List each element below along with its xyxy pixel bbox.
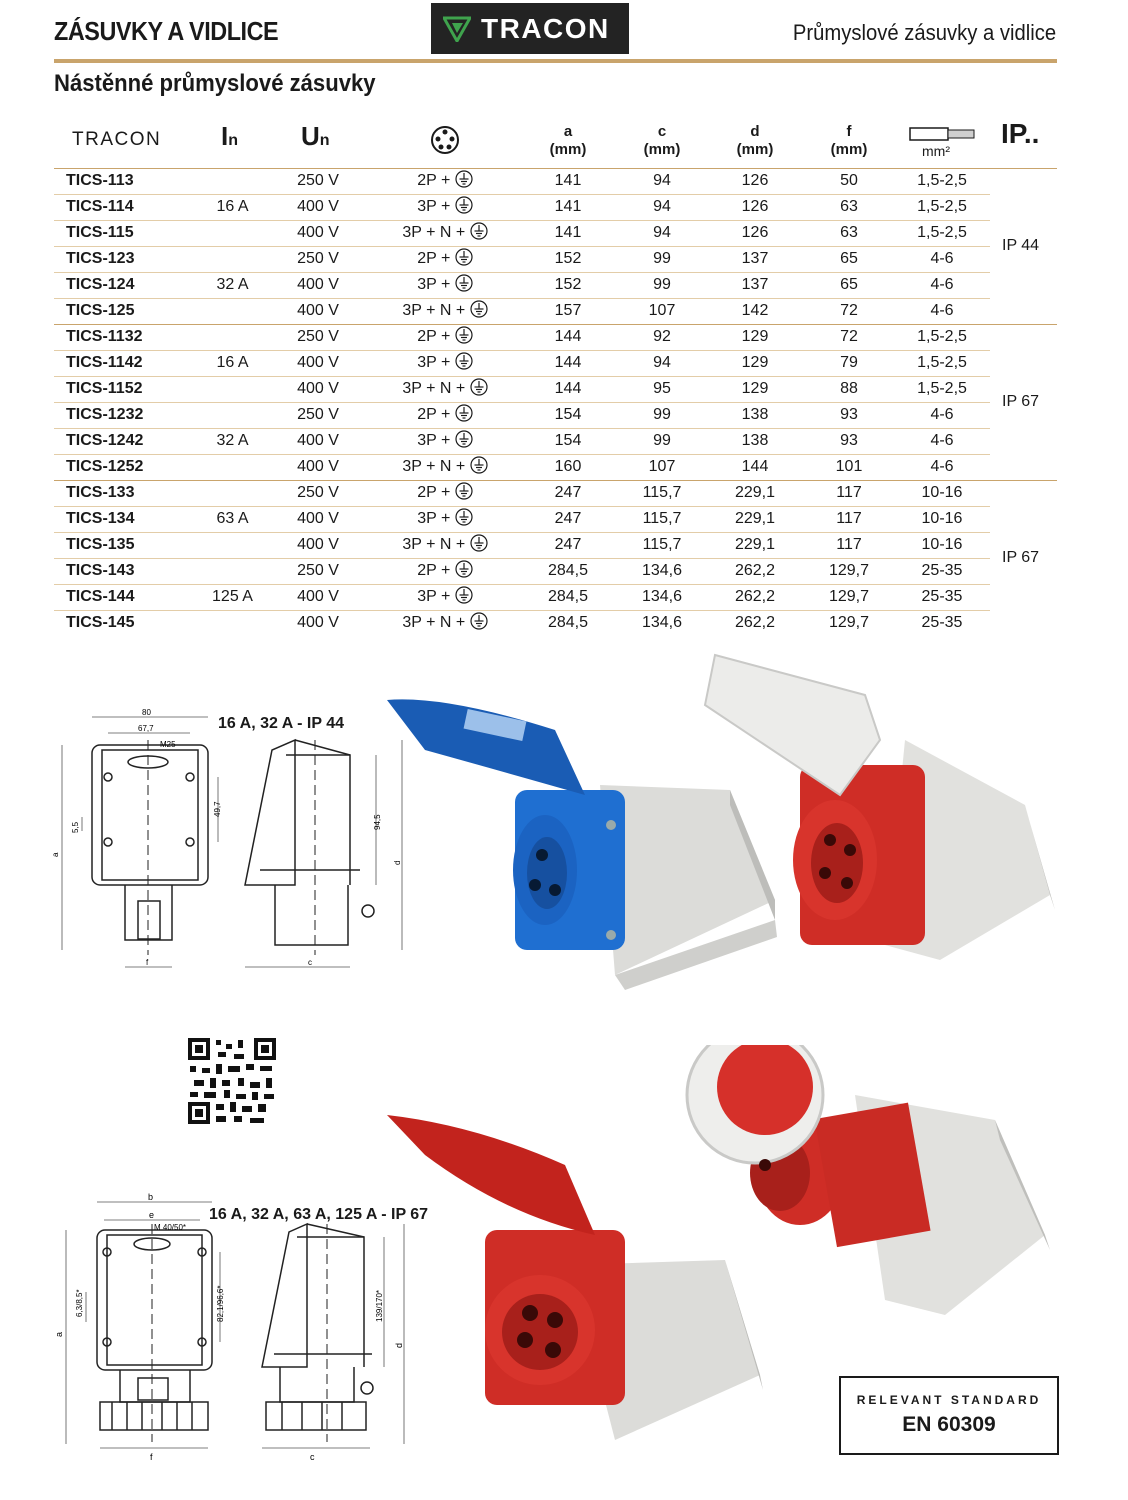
row-divider <box>54 558 990 559</box>
cell-a: 141 <box>554 224 582 241</box>
row-divider <box>54 324 1057 325</box>
ip-group-3: IP 67 <box>1002 549 1040 566</box>
cell-mm2: 4-6 <box>930 458 954 475</box>
cell-poles <box>380 428 510 454</box>
header-rule <box>54 59 1057 63</box>
cell-c: 115,7 <box>642 536 682 553</box>
ip-group-2: IP 67 <box>1002 393 1040 410</box>
row-divider <box>54 220 990 221</box>
cell-voltage: 400 V <box>297 198 339 215</box>
standard-label: RELEVANT STANDARD <box>856 1393 1042 1407</box>
current-group-3: 16 A <box>216 354 249 371</box>
cell-mm2: 1,5-2,5 <box>917 380 967 397</box>
product-code: TICS-125 <box>66 302 135 319</box>
cell-d: 144 <box>741 458 769 475</box>
socket-pins-icon <box>430 125 460 155</box>
poles-text: 3P + <box>417 432 451 449</box>
table-row <box>0 402 1128 428</box>
cell-poles <box>380 298 510 324</box>
dim-67-7: 67,7 <box>138 724 154 733</box>
cell-voltage: 400 V <box>297 510 339 527</box>
cell-c: 107 <box>648 302 676 319</box>
poles-text: 2P + <box>417 406 451 423</box>
cell-d: 138 <box>741 432 769 449</box>
dim-82-1: 82,1/96,6* <box>216 1285 225 1322</box>
cell-mm2: 4-6 <box>930 276 954 293</box>
cell-voltage: 250 V <box>297 562 339 579</box>
cell-a: 157 <box>554 302 582 319</box>
table-row <box>0 454 1128 480</box>
cell-d: 129 <box>741 354 769 371</box>
cell-f: 63 <box>840 198 858 215</box>
cell-f: 93 <box>840 406 858 423</box>
technical-drawing-ip67 <box>52 1192 412 1462</box>
product-code: TICS-1252 <box>66 458 144 475</box>
cell-d: 142 <box>741 302 769 319</box>
poles-text: 2P + <box>417 328 451 345</box>
cell-f: 72 <box>840 302 858 319</box>
table-row <box>0 298 1128 324</box>
cell-poles <box>380 532 510 558</box>
cell-a: 154 <box>554 406 582 423</box>
cell-mm2: 10-16 <box>921 484 963 501</box>
dim-a2: a <box>54 1331 64 1337</box>
ground-icon <box>455 482 473 500</box>
cell-c: 134,6 <box>641 614 683 631</box>
cell-poles <box>380 324 510 350</box>
ground-icon <box>455 508 473 526</box>
cell-mm2: 1,5-2,5 <box>917 328 967 345</box>
poles-text: 3P + <box>417 354 451 371</box>
cell-voltage: 400 V <box>297 224 339 241</box>
drawing-caption-ip67: 16 A, 32 A, 63 A, 125 A - IP 67 <box>209 1206 429 1223</box>
cell-voltage: 250 V <box>297 406 339 423</box>
product-code: TICS-113 <box>66 172 134 189</box>
ground-icon <box>455 560 473 578</box>
cell-poles <box>380 610 510 636</box>
product-code: TICS-144 <box>66 588 135 605</box>
cell-f: 117 <box>836 536 862 553</box>
cell-mm2: 25-35 <box>921 588 963 605</box>
dim-80: 80 <box>142 708 151 717</box>
table-row <box>0 168 1128 194</box>
cell-f: 79 <box>840 354 858 371</box>
current-group-6: 125 A <box>212 588 253 605</box>
dim-b: b <box>148 1192 154 1202</box>
cell-f: 93 <box>840 432 858 449</box>
cell-a: 144 <box>554 328 582 345</box>
cell-d: 229,1 <box>734 510 776 527</box>
ground-icon <box>470 300 488 318</box>
col-ip: IP.. <box>1001 118 1040 149</box>
poles-text: 3P + <box>417 588 451 605</box>
cell-mm2: 4-6 <box>930 250 954 267</box>
table-row <box>0 246 1128 272</box>
cell-a: 247 <box>554 536 582 553</box>
product-code: TICS-1242 <box>66 432 144 449</box>
poles-text: 3P + N + <box>402 458 466 475</box>
cell-mm2: 10-16 <box>921 510 963 527</box>
ground-icon <box>455 248 473 266</box>
table-row <box>0 610 1128 636</box>
row-divider <box>54 610 990 611</box>
section-title: ZÁSUVKY A VIDLICE <box>54 16 279 46</box>
ground-icon <box>455 274 473 292</box>
cell-poles <box>380 194 510 220</box>
ground-icon <box>470 534 488 552</box>
poles-text: 2P + <box>417 562 451 579</box>
product-code: TICS-134 <box>66 510 135 527</box>
cell-d: 229,1 <box>734 536 776 553</box>
row-divider <box>54 584 990 585</box>
product-code: TICS-1142 <box>66 354 143 371</box>
table-row <box>0 558 1128 584</box>
table-row <box>0 350 1128 376</box>
product-code: TICS-135 <box>66 536 135 553</box>
cell-c: 134,6 <box>641 588 683 605</box>
dim-139: 139/170* <box>375 1289 384 1322</box>
cell-voltage: 400 V <box>297 276 339 293</box>
cell-c: 99 <box>653 250 671 267</box>
standard-value: EN 60309 <box>902 1413 996 1436</box>
row-divider <box>54 376 990 377</box>
cell-c: 99 <box>653 432 671 449</box>
cell-poles <box>380 272 510 298</box>
table-row <box>0 220 1128 246</box>
cell-voltage: 400 V <box>297 380 339 397</box>
dim-c: c <box>308 958 312 967</box>
row-divider <box>54 506 990 507</box>
poles-text: 3P + N + <box>402 302 466 319</box>
cell-f: 117 <box>836 484 862 501</box>
page-subtitle: Nástěnné průmyslové zásuvky <box>54 70 376 97</box>
cell-poles <box>380 480 510 506</box>
qr-code <box>188 1038 276 1124</box>
cell-f: 50 <box>840 172 858 189</box>
cell-c: 92 <box>653 328 671 345</box>
tracon-logo-text: TRACON <box>481 12 610 44</box>
dim-f2: f <box>150 1452 153 1462</box>
cell-voltage: 400 V <box>297 354 339 371</box>
poles-text: 3P + N + <box>402 536 466 553</box>
dim-a: a <box>51 852 60 857</box>
dim-5-5: 5,5 <box>71 821 80 833</box>
row-divider <box>54 246 990 247</box>
dim-94-5: 94,5 <box>373 814 382 830</box>
cell-poles <box>380 220 510 246</box>
cell-f: 129,7 <box>828 588 870 605</box>
cell-voltage: 400 V <box>297 536 339 553</box>
cell-c: 94 <box>653 198 671 215</box>
cell-d: 262,2 <box>734 614 776 631</box>
cell-c: 115,7 <box>642 484 682 501</box>
cell-c: 134,6 <box>641 562 683 579</box>
cell-a: 144 <box>554 380 582 397</box>
cell-a: 160 <box>554 458 582 475</box>
row-divider <box>54 168 1057 169</box>
row-divider <box>54 272 990 273</box>
cell-f: 65 <box>840 250 858 267</box>
tracon-logo <box>431 3 629 54</box>
cell-mm2: 25-35 <box>921 562 963 579</box>
product-code: TICS-133 <box>66 484 135 501</box>
cell-voltage: 400 V <box>297 432 339 449</box>
cell-c: 94 <box>653 354 671 371</box>
dim-6-3: 6,3/8,5* <box>75 1289 84 1317</box>
cell-poles <box>380 584 510 610</box>
table-row <box>0 194 1128 220</box>
ground-icon <box>455 196 473 214</box>
dim-m25: M25 <box>160 740 176 749</box>
product-code: TICS-1152 <box>66 380 143 397</box>
cell-c: 94 <box>653 224 671 241</box>
ground-icon <box>455 586 473 604</box>
cell-poles <box>380 376 510 402</box>
cell-mm2: 4-6 <box>930 432 954 449</box>
col-c: c (mm) <box>643 123 681 158</box>
product-code: TICS-143 <box>66 562 135 579</box>
cell-d: 138 <box>741 406 769 423</box>
table-row <box>0 272 1128 298</box>
cell-a: 247 <box>554 484 582 501</box>
cell-a: 152 <box>554 276 582 293</box>
row-divider <box>54 532 990 533</box>
row-divider <box>54 454 990 455</box>
dim-c2: c <box>310 1452 315 1462</box>
dim-d: d <box>393 860 402 865</box>
cell-voltage: 400 V <box>297 614 339 631</box>
cell-mm2: 1,5-2,5 <box>917 172 967 189</box>
product-code: TICS-115 <box>66 224 134 241</box>
ground-icon <box>455 352 473 370</box>
dim-m40: M 40/50* <box>154 1223 187 1232</box>
category-text: Průmyslové zásuvky a vidlice <box>792 20 1056 45</box>
cell-f: 88 <box>840 380 858 397</box>
cell-voltage: 400 V <box>297 302 339 319</box>
cell-mm2: 1,5-2,5 <box>917 354 967 371</box>
col-voltage: Un <box>301 121 330 151</box>
product-code: TICS-1132 <box>66 328 143 345</box>
cable-icon <box>908 124 978 144</box>
cell-voltage: 400 V <box>297 588 339 605</box>
cell-d: 137 <box>741 250 769 267</box>
current-group-2: 32 A <box>216 276 249 293</box>
col-current: In <box>221 121 239 151</box>
cell-d: 129 <box>741 328 769 345</box>
table-row <box>0 584 1128 610</box>
cell-voltage: 250 V <box>297 172 339 189</box>
cell-poles <box>380 168 510 194</box>
cell-a: 141 <box>554 198 582 215</box>
ground-icon <box>470 222 488 240</box>
row-divider <box>54 194 990 195</box>
cell-poles <box>380 350 510 376</box>
cell-d: 126 <box>741 224 769 241</box>
product-code: TICS-145 <box>66 614 135 631</box>
cell-poles <box>380 454 510 480</box>
dim-f: f <box>146 958 149 967</box>
cell-c: 99 <box>653 276 671 293</box>
cell-voltage: 250 V <box>297 328 339 345</box>
cell-voltage: 400 V <box>297 458 339 475</box>
cell-mm2: 1,5-2,5 <box>917 224 967 241</box>
dim-e: e <box>149 1210 155 1220</box>
cell-poles <box>380 558 510 584</box>
product-code: TICS-1232 <box>66 406 144 423</box>
cell-c: 107 <box>648 458 676 475</box>
table-row <box>0 324 1128 350</box>
ip-group-1: IP 44 <box>1002 237 1040 254</box>
cell-a: 144 <box>554 354 582 371</box>
poles-text: 2P + <box>417 172 451 189</box>
cell-voltage: 250 V <box>297 484 339 501</box>
ground-icon <box>455 326 473 344</box>
product-photo-ip44 <box>385 645 1065 990</box>
cell-c: 94 <box>653 172 671 189</box>
poles-text: 2P + <box>417 250 451 267</box>
current-group-4: 32 A <box>216 432 249 449</box>
poles-text: 3P + N + <box>402 224 466 241</box>
product-code: TICS-123 <box>66 250 135 267</box>
technical-drawing-ip44 <box>50 705 410 975</box>
poles-text: 3P + <box>417 198 451 215</box>
product-code: TICS-124 <box>66 276 135 293</box>
cell-f: 129,7 <box>828 562 870 579</box>
cell-f: 117 <box>836 510 862 527</box>
cell-f: 63 <box>840 224 858 241</box>
ground-icon <box>470 456 488 474</box>
cell-mm2: 10-16 <box>921 536 963 553</box>
col-f: f (mm) <box>830 123 868 158</box>
ground-icon <box>455 430 473 448</box>
table-row <box>0 532 1128 558</box>
poles-text: 3P + <box>417 276 451 293</box>
current-group-1: 16 A <box>216 198 249 215</box>
table-row <box>0 506 1128 532</box>
cell-d: 126 <box>741 198 769 215</box>
drawing-caption-ip44: 16 A, 32 A - IP 44 <box>218 715 344 732</box>
relevant-standard-box <box>839 1376 1059 1455</box>
col-a: a (mm) <box>549 123 587 158</box>
cell-c: 99 <box>653 406 671 423</box>
cell-a: 141 <box>554 172 582 189</box>
cell-poles <box>380 402 510 428</box>
cell-a: 154 <box>554 432 582 449</box>
cell-d: 137 <box>741 276 769 293</box>
table-row <box>0 428 1128 454</box>
cell-poles <box>380 506 510 532</box>
cell-mm2: 4-6 <box>930 406 954 423</box>
row-divider <box>54 480 1057 481</box>
row-divider <box>54 428 990 429</box>
cell-a: 152 <box>554 250 582 267</box>
cell-c: 115,7 <box>642 510 682 527</box>
cell-mm2: 25-35 <box>921 614 963 631</box>
cell-mm2: 1,5-2,5 <box>917 198 967 215</box>
cell-f: 65 <box>840 276 858 293</box>
poles-text: 2P + <box>417 484 451 501</box>
poles-text: 3P + N + <box>402 614 466 631</box>
current-group-5: 63 A <box>216 510 249 527</box>
dim-d2: d <box>394 1342 404 1348</box>
cell-d: 262,2 <box>734 562 776 579</box>
ground-icon <box>470 378 488 396</box>
ground-icon <box>455 170 473 188</box>
row-divider <box>54 402 990 403</box>
cell-d: 229,1 <box>734 484 776 501</box>
table-row <box>0 480 1128 506</box>
cell-a: 284,5 <box>547 614 589 631</box>
poles-text: 3P + N + <box>402 380 466 397</box>
cell-a: 247 <box>554 510 582 527</box>
cell-f: 101 <box>835 458 863 475</box>
cell-f: 72 <box>840 328 858 345</box>
cell-voltage: 250 V <box>297 250 339 267</box>
cell-mm2: 4-6 <box>930 302 954 319</box>
product-code: TICS-114 <box>66 198 134 215</box>
ground-icon <box>470 612 488 630</box>
table-row <box>0 376 1128 402</box>
ground-icon <box>455 404 473 422</box>
col-brand: TRACON <box>72 129 162 150</box>
row-divider <box>54 298 990 299</box>
cell-d: 129 <box>741 380 769 397</box>
cell-d: 126 <box>741 172 769 189</box>
dim-49-7: 49,7 <box>213 801 222 817</box>
cell-c: 95 <box>653 380 671 397</box>
cell-d: 262,2 <box>734 588 776 605</box>
cell-a: 284,5 <box>547 562 589 579</box>
poles-text: 3P + <box>417 510 451 527</box>
tracon-logo-icon <box>443 16 471 42</box>
cell-a: 284,5 <box>547 588 589 605</box>
cell-poles <box>380 246 510 272</box>
col-cable-unit: mm² <box>922 143 950 159</box>
cell-f: 129,7 <box>828 614 870 631</box>
col-d: d (mm) <box>736 123 774 158</box>
row-divider <box>54 350 990 351</box>
